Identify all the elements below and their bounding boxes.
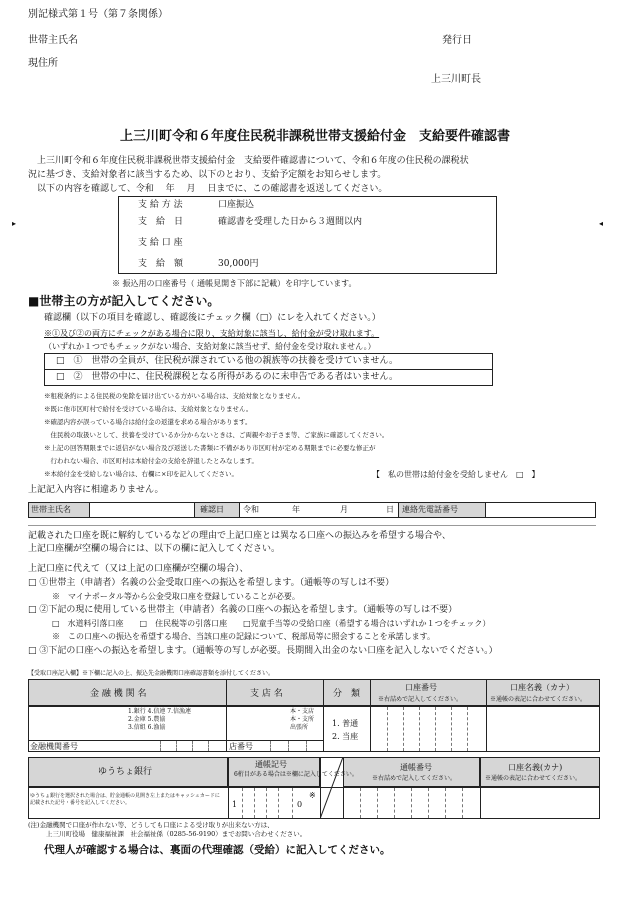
category-header: 分 類 bbox=[333, 689, 361, 699]
section2-instead: 上記口座に代えて（又は上記の口座欄が空欄の場合）、 bbox=[28, 564, 249, 574]
note-5: ※上記の回答期限までに返信がない場合及び返送した書類に不備があり市区町村が定める期限までに必要な修正が bbox=[44, 444, 376, 452]
sign-date-label: 確認日 bbox=[200, 505, 224, 514]
section1-note-a: ※①及び②の両方にチェックがある場合に限り、支給対象に該当し、給付金が受け取れます。 bbox=[44, 329, 380, 338]
contact-line-1: (注)金融機関で口座が作れない等、どうしても口座による受け取りが出来ない方は、 bbox=[28, 821, 274, 829]
payment-method-label: 支 給 方 法 bbox=[138, 200, 183, 210]
branch-types-3: 出張所 bbox=[290, 724, 309, 731]
note-4: 住民税の取扱いとして、扶養を受けているか分からないときは、ご両親やお子さま等、ご家族に確認してください。 bbox=[44, 431, 389, 439]
sign-era: 令和 bbox=[243, 505, 259, 514]
intro-line-3: 以下の内容を確認して、令和 年 月 日までに、この確認書を返送してください。 bbox=[28, 184, 388, 194]
bank-types-3: 3.信組 6.漁協 bbox=[128, 724, 166, 731]
sign-householder-input[interactable] bbox=[90, 503, 194, 517]
passbook-number-input[interactable] bbox=[344, 788, 479, 818]
yucho-holder-kana-note: ※通帳の表記に合わせてください。 bbox=[485, 775, 582, 782]
form-number: 別記様式第１号（第７条関係） bbox=[28, 9, 168, 20]
sign-year: 年 bbox=[292, 505, 300, 514]
payment-date-value: 確認書を受理した日から３週間以内 bbox=[218, 217, 363, 227]
sign-householder-label: 世帯主氏名 bbox=[31, 505, 71, 514]
option-2-note: ※ この口座への振込を希望する場合、当該口座の記録について、税部局等に照会することを承諾します。 bbox=[52, 632, 436, 641]
option-1-note: ※ マイナポータル等から公金受取口座を登録していることが必要。 bbox=[52, 592, 300, 601]
branch-code-label: 店番号 bbox=[229, 742, 253, 751]
intro-line-1: 上三川町令和６年度住民税非課税世帯支援給付金 支給要件確認書について、令和６年度の住民税の課税状 bbox=[28, 156, 469, 166]
passbook-number-header: 通帳番号 bbox=[400, 763, 432, 772]
section1-heading: ■世帯主の方が記入してください。 bbox=[28, 294, 220, 308]
note-2: ※既に他市区町村で給付を受けている場合は、支給対象となりません。 bbox=[44, 405, 253, 413]
sign-month: 月 bbox=[340, 505, 348, 514]
bank-form-caption: 【受取口座記入欄】※下欄に記入の上、振込先金融機関口座確認書類を添付してください。 bbox=[28, 670, 275, 677]
page-title: 上三川町令和６年度住民税非課税世帯支援給付金 支給要件確認書 bbox=[119, 129, 510, 144]
issuer: 上三川町長 bbox=[431, 74, 481, 85]
code-asterisk: ※ bbox=[309, 791, 316, 800]
sign-phone-label: 連絡先電話番号 bbox=[402, 505, 458, 514]
right-marker: ◂ bbox=[599, 219, 604, 228]
account-type-2[interactable]: 2. 当座 bbox=[332, 732, 359, 741]
branch-name-header: 支 店 名 bbox=[250, 689, 283, 699]
diagonal-slash bbox=[320, 757, 343, 819]
yucho-holder-kana-header: 口座名義(カナ) bbox=[508, 763, 563, 772]
account-type-1[interactable]: 1. 普通 bbox=[332, 719, 359, 728]
holder-kana-note: ※通帳の表記に合わせてください。 bbox=[490, 696, 587, 703]
payment-note: ※ 振込用の口座番号（ 通帳見開き下部に記載）を印字しています。 bbox=[112, 279, 357, 288]
passbook-code-input[interactable] bbox=[229, 788, 319, 818]
proxy-note: 代理人が確認する場合は、裏面の代理確認（受給）に記入してください。 bbox=[44, 844, 391, 856]
check-item-2[interactable]: □ ② 世帯の中に、住民税課税となる所得があるのに未申告である者はいません。 bbox=[56, 372, 399, 382]
left-marker: ▸ bbox=[12, 219, 17, 228]
bank-types-1: 1.銀行 4.信連 7.信漁連 bbox=[128, 708, 191, 715]
payment-account-label: 支 給 口 座 bbox=[138, 238, 183, 248]
note-7: ※本給付金を受給しない場合は、右欄に×印を記入してください。 bbox=[44, 470, 238, 478]
branch-types-1: 本・支店 bbox=[290, 708, 315, 715]
check-item-1[interactable]: □ ① 世帯の全員が、住民税が課されている他の親族等の扶養を受けていません。 bbox=[56, 356, 399, 366]
bank-code-label: 金融機関番号 bbox=[30, 742, 78, 751]
address-label: 現住所 bbox=[28, 58, 58, 69]
contact-line-2: 上三川町役場 健康福祉課 社会福祉係（0285-56-9190）までお問い合わせください。 bbox=[46, 830, 307, 838]
code-digit-0: 0 bbox=[297, 800, 303, 809]
account-number-note: ※右詰めで記入してください。 bbox=[378, 696, 463, 703]
yucho-holder-kana-input[interactable] bbox=[481, 788, 599, 818]
payment-amount-label: 支 給 額 bbox=[138, 259, 184, 269]
holder-kana-input[interactable] bbox=[487, 707, 599, 751]
section2-intro-1: 記載された口座を既に解約しているなどの理由で上記口座とは異なる口座への振込みを希望する場合や、 bbox=[28, 531, 451, 541]
passbook-number-note: ※右詰めで記入してください。 bbox=[372, 775, 457, 782]
bank-name-header: 金 融 機 関 名 bbox=[90, 689, 147, 699]
intro-line-2: 況に基づき、支給対象者に該当するため、以下のとおり、支給予定額をお知らせします。 bbox=[28, 170, 387, 180]
section1-instruction: 確認欄（以下の項目を確認し、確認後にチェック欄（□）にレを入れてください。） bbox=[44, 313, 381, 323]
yucho-note: ゆうちょ銀行を選択された場合は、貯金通帳の見開き左上またはキャッシュカードに記載された記号・番号を記入してください。 bbox=[30, 793, 220, 806]
option-2[interactable]: □ ②下記の現に使用している世帯主（申請者）名義の口座への振込を希望します。（通帳等の写しは不要） bbox=[28, 605, 458, 615]
yucho-label: ゆうちょ銀行 bbox=[98, 767, 153, 777]
section2-intro-2: 上記口座欄が空欄の場合には、以下の欄に記入してください。 bbox=[28, 544, 281, 554]
account-number-header: 口座番号 bbox=[405, 683, 437, 692]
payment-amount-value: 30,000円 bbox=[218, 259, 259, 269]
payment-date-label: 支 給 日 bbox=[138, 217, 184, 227]
sign-phone-input[interactable] bbox=[486, 503, 595, 517]
payment-method-value: 口座振込 bbox=[218, 200, 255, 210]
option-2-sub[interactable]: □ 水道料引落口座 □ 住民税等の引落口座 □児童手当等の受給口座（希望する場合はいずれか１つをチェック） bbox=[52, 619, 491, 628]
note-6: 行われない場合、市区町村は本給付金の支給を辞退したとみなします。 bbox=[44, 457, 258, 465]
code-digit-1: 1 bbox=[232, 800, 238, 809]
note-3: ※確認内容が誤っている場合は給付金の返還を求める場合があります。 bbox=[44, 418, 252, 426]
account-number-input[interactable] bbox=[371, 707, 485, 751]
branch-types-2: 本・支所 bbox=[290, 716, 315, 723]
section1-note-b: （いずれか１つでもチェックがない場合、支給対象に該当せず、給付金を受け取れません。） bbox=[44, 342, 376, 351]
bank-types-2: 2.金庫 5.農協 bbox=[128, 716, 166, 723]
option-1[interactable]: □ ①世帯主（申請者）名義の公金受取口座への振込を希望します。（通帳等の写しは不要） bbox=[28, 578, 395, 588]
householder-label: 世帯主氏名 bbox=[28, 35, 78, 46]
holder-kana-header: 口座名義（カナ） bbox=[510, 683, 574, 692]
consent-text: 上記記入内容に相違ありません。 bbox=[28, 485, 164, 495]
passbook-code-header: 通帳記号 bbox=[255, 760, 287, 769]
option-3[interactable]: □ ③下記の口座への振込を希望します。（通帳等の写しが必要。長期間入出金のない口座を記入しないでください。） bbox=[28, 646, 498, 656]
passbook-code-note: 6桁目がある場合は※欄に記入してください。 bbox=[234, 771, 358, 778]
issue-date-label: 発行日 bbox=[442, 35, 472, 46]
note-1: ※租税条約による住民税の免除を届け出ている方がいる場合は、支給対象となりません。 bbox=[44, 392, 305, 400]
sign-day: 日 bbox=[386, 505, 394, 514]
decline-checkbox[interactable]: 【 私の世帯は給付金を受給しません □ 】 bbox=[372, 470, 540, 479]
